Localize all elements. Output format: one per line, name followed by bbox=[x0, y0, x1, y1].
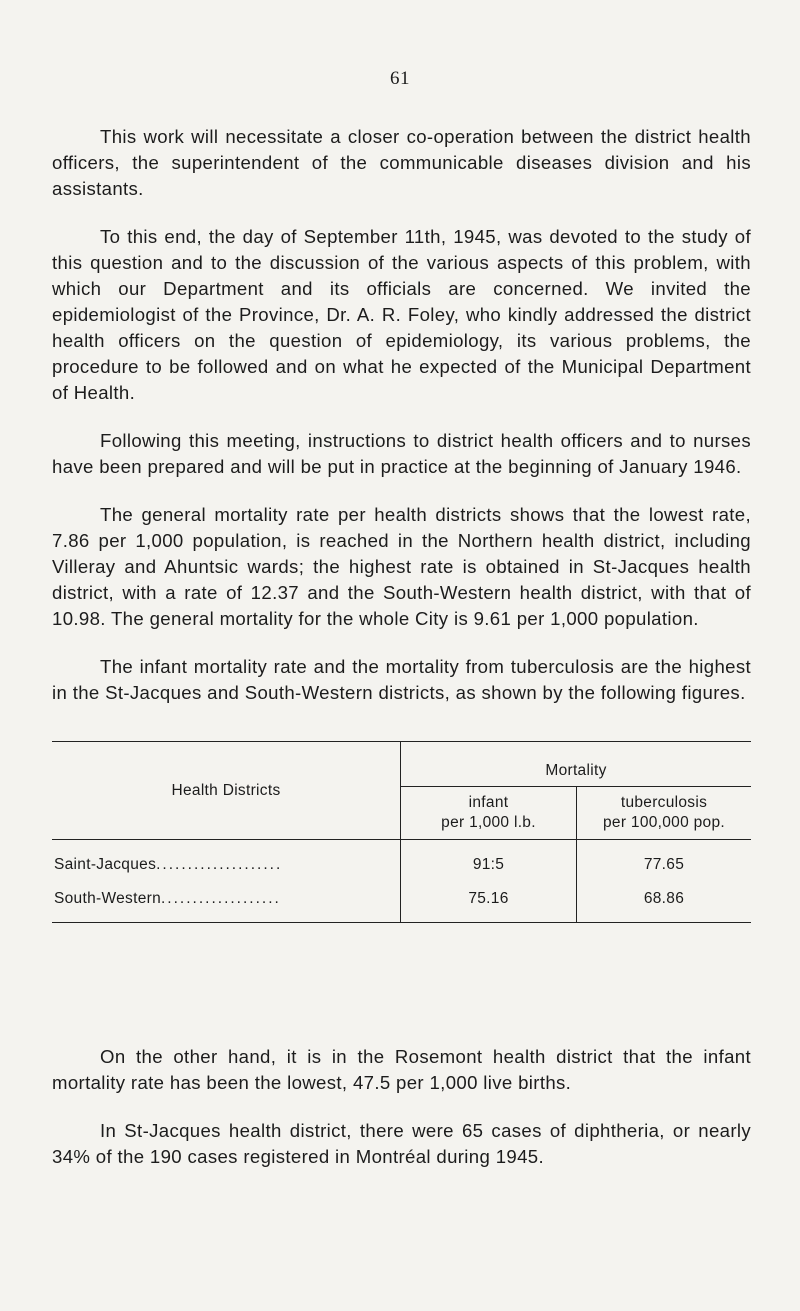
column-group-header-mortality: Mortality bbox=[401, 742, 752, 787]
paragraph: In St-Jacques health district, there were 65 cases of diphtheria, or nearly 34% of the 190 cases registered in Montréal during 1945. bbox=[52, 1120, 751, 1167]
paragraph: Following this meeting, instructions to district health officers and to nurses have been prepared and will be put in practice at the beginning of January 1946. bbox=[52, 430, 751, 477]
infant-mortality-value: 91:5 bbox=[401, 840, 577, 883]
district-name-cell bbox=[52, 840, 401, 883]
tb-header-line2: per 100,000 pop. bbox=[602, 814, 725, 831]
leader-dots: .................... bbox=[156, 856, 283, 873]
column-header-health-districts: Health Districts bbox=[52, 742, 401, 840]
body-text-bottom bbox=[52, 1044, 751, 1192]
paragraph: The infant mortality rate and the mortality from tuberculosis are the highest in the St-Jacques and South-Western districts, as shown by the following figures. bbox=[52, 656, 751, 703]
page-number: 61 bbox=[390, 68, 410, 89]
body-text-top bbox=[52, 124, 751, 728]
column-header-tuberculosis bbox=[577, 787, 752, 840]
column-header-infant bbox=[401, 787, 577, 840]
district-name-cell bbox=[52, 882, 401, 923]
paragraph: On the other hand, it is in the Rosemont health district that the infant mortality rate has been the lowest, 47.5 per 1,000 live births. bbox=[52, 1046, 751, 1093]
infant-header-line1: infant bbox=[468, 794, 509, 811]
leader-dots: ................... bbox=[161, 890, 281, 907]
mortality-table bbox=[52, 741, 751, 923]
paragraph: To this end, the day of September 11th, 1945, was devoted to the study of this question and to the discussion of the various aspects of this problem, with which our Department and its officials are concerned. We invited the epidemiologist of the Province, Dr. A. R. Foley, who kindly addressed the district health officers on the question of epidemiology, its various problems, the procedure to be followed and on what he expected of the Municipal Department of Health. bbox=[52, 226, 751, 403]
district-name: South-Western bbox=[54, 890, 161, 907]
tuberculosis-mortality-value: 77.65 bbox=[577, 840, 752, 883]
table-row bbox=[52, 840, 751, 883]
tb-header-line1: tuberculosis bbox=[620, 794, 708, 811]
district-name: Saint-Jacques bbox=[54, 856, 157, 873]
mortality-table-container bbox=[52, 741, 751, 923]
paragraph: This work will necessitate a closer co-operation between the district health officers, the superintendent of the communicable diseases division and his assistants. bbox=[52, 126, 751, 199]
tuberculosis-mortality-value: 68.86 bbox=[577, 882, 752, 923]
paragraph: The general mortality rate per health districts shows that the lowest rate, 7.86 per 1,000 population, is reached in the Northern health district, including Villeray and Ahuntsic wards; the highest rate is obtained in St-Jacques health district, with a rate of 12.37 and the South-Western health district, with that of 10.98. The general mortality for the whole City is 9.61 per 1,000 population. bbox=[52, 504, 751, 629]
infant-mortality-value: 75.16 bbox=[401, 882, 577, 923]
infant-header-line2: per 1,000 l.b. bbox=[441, 814, 536, 831]
table-row bbox=[52, 882, 751, 923]
